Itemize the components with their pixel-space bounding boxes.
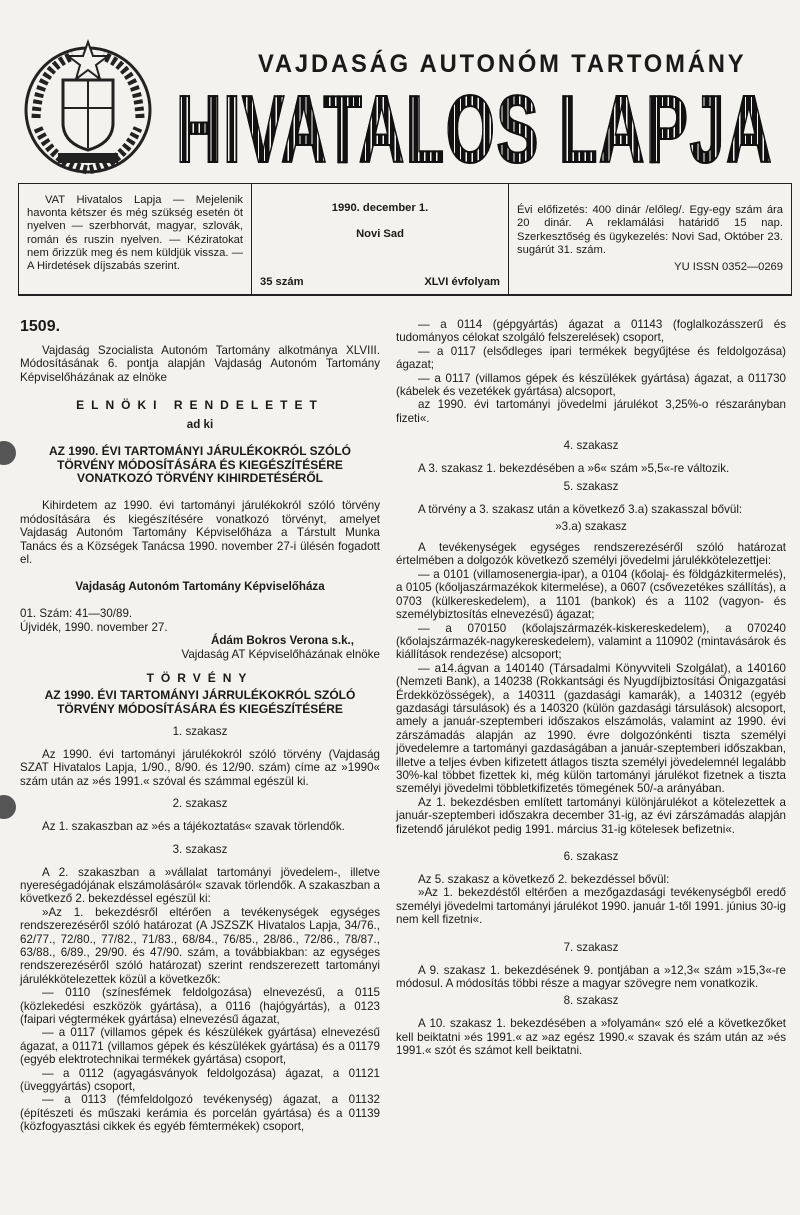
publication-notice: VAT Hivatalos Lapja — Mejelenik havonta kétszer és még szükség esetén öt nyelven — szerbhorvát, magyar, szlovák, román és ruszin nyelven. — Kéziratokat nem őrizzük meg és nem küldjük vissza. — A Hirdetések díjszabás szerint. — [27, 194, 243, 273]
masthead-subtitle: VAJDASÁG AUTONÓM TARTOMÁNY — [258, 50, 747, 78]
section-3-paragraph: »Az 1. bekezdésről eltérően a tevékenységek egységes rendszerezéséről szóló határozat (A JSZSZK Hivatalos Lapja, 34/76., 62/77., 72/80., 77/82., 71/83., 68/84., 76/85., 28/86., 72/86., 78/87., 63/88., 6/89., 29/90. és 47/90. szám, a továbbiakban: az egységes rendszerezéséről szóló határozat) szerint rendszerezett tartományi járulékkötelezettek közül a következők: — [20, 905, 380, 986]
subscription-info — [509, 184, 791, 294]
section-3-paragraph: — a 0117 (villamos gépek és készülékek gyártása) elnevezésű ágazat, a 01171 (villamos gépek és készülékek gyártása) és a 01179 (egyéb elektrotechnikai termékek gyártása) csoport, — [20, 1026, 380, 1067]
section-6-paragraph: Az 5. szakasz a következő 2. bekezdéssel bővül: — [418, 873, 670, 886]
list-paragraph: az 1990. évi tartományi jövedelmi járulékot 3,25%-o részarányban fizeti«. — [396, 398, 786, 425]
section-8-text: A 10. szakasz 1. bekezdésében a »folyamán« szó elé a következőket kell beiktatni »és 1991.« az »az egész 1990.« szavak és szám után az »és 1991.« szót és számot kell beiktatni. — [396, 1017, 786, 1058]
law-title: AZ 1990. ÉVI TARTOMÁNYI JÁRRULÉKOKRÓL SZÓLÓ TÖRVÉNY MÓDOSÍTÁSÁRA ÉS KIEGÉSZÍTÉSÉRE — [44, 688, 356, 716]
subscription-text: Évi előfizetés: 400 dinár /előleg/. Egy-egy szám ára 20 dinár. A reklamálási határidő 15 nap. Szerkesztőség és ügykezelés: Novi Sad, Október 23. sugárút 31. szám. — [517, 204, 783, 257]
issue-place: Novi Sad — [356, 228, 404, 240]
masthead-title: HIVATALOS LAPJA — [176, 76, 774, 183]
law-heading: TÖRVÉNY — [146, 671, 254, 686]
issue-number: 35 szám — [260, 276, 304, 288]
decree-issued: ad ki — [186, 418, 214, 432]
list-paragraph: — a 0117 (villamos gépek és készülékek gyártása) ágazat, a 011730 (kábelek és vezetékek gyártása) alcsoport, — [396, 371, 786, 399]
issue-date: 1990. december 1. — [331, 202, 429, 214]
section-6-paragraph: »Az 1. bekezdéstől eltérően a mezőgazdasági tevékenységből eredő személyi jövedelmi tartományi járulékot 1990. január 1-től 1991. június 30-ig nem kell fizetni«. — [396, 886, 786, 927]
section-1-text: Az 1990. évi tartományi járulékokról szóló törvény (Vajdaság SZAT Hivatalos Lapja, 1/90., 8/90. és 12/90. szám) címe az »1990« szám után az »és 1991.« szóval és számmal egészül ki. — [20, 747, 380, 788]
section-5-heading: 5. szakasz — [563, 479, 619, 493]
section-7-heading: 7. szakasz — [563, 940, 619, 954]
left-column — [20, 318, 380, 1134]
section-7-text: A 9. szakasz 1. bekezdésének 9. pontjában a »12,3« szám »15,3«-re módosul. A módosítás többi része a magyar szövegre nem vonatkozik. — [396, 963, 786, 991]
issue-details — [251, 184, 509, 294]
section-1-heading: 1. szakasz — [172, 724, 228, 738]
coat-of-arms-emblem — [18, 38, 158, 178]
section-2-text: Az 1. szakaszban az »és a tájékoztatás« szavak törlendők. — [42, 820, 345, 834]
section-3a-paragraph: A tevékenységek egységes rendszerezéséről szóló határozat értelmében a dolgozók következő személyi jövedelmi járulékkötelezettjei: — [396, 541, 786, 568]
section-3a-heading: »3.a) szakasz — [555, 520, 627, 534]
issue-volume: XLVI évfolyam — [424, 276, 500, 288]
hole-punch-mark — [0, 795, 16, 819]
section-8-heading: 8. szakasz — [563, 994, 619, 1008]
section-3-paragraph: — a 0113 (fémfeldolgozó tevékenység) ágazat, a 01132 (építészeti és műszaki kerámia és porcelán gyártása) és a 01139 (közfogyasztási cikkek és egyéb fémtermékek) csoport, — [20, 1093, 380, 1134]
list-paragraph: — a 0114 (gépgyártás) ágazat a 01143 (foglalkozásszerű és tudományos célokat szolgáló felszerelések) csoport, — [396, 318, 786, 345]
section-5-text: A törvény a 3. szakasz után a következő 3.a) szakasszal bővül: — [418, 502, 743, 516]
section-3-heading: 3. szakasz — [172, 842, 228, 856]
decree-title: AZ 1990. ÉVI TARTOMÁNYI JÁRULÉKOKRÓL SZÓLÓ TÖRVÉNY MÓDOSÍTÁSÁRA ÉS KIEGÉSZÍTÉSÉRE VONATKOZÓ TÖRVÉNY KIHIRDETÉSÉRŐL — [48, 444, 352, 486]
section-3a-paragraph: Az 1. bekezdésben említett tartományi különjárulékot a kötelezettek a január-szeptemberi időszakra december 31-ig, az évi zárszámadás alapján fizetendő járulékot pedig 1991. március 31-ig kötelesek befizetni«. — [396, 795, 786, 836]
act-number: 1509. — [20, 318, 61, 335]
section-2-heading: 2. szakasz — [172, 797, 228, 811]
section-3a-paragraph: — a 0101 (villamosenergia-ipar), a 0104 (kőolaj- és földgázkitermelés), a 0105 (kőoljaszármazékok kitermelése), a 0607 (csővezetékes szállítás), a 0703 (külkereskedelem), a 1101 (bankok) és a 1102 (vagyon- és személybiztosítás elnevezésű) ágazat; — [396, 567, 786, 622]
signer-role: Vajdaság AT Képviselőházának elnöke — [181, 647, 380, 661]
hole-punch-mark — [0, 441, 16, 465]
section-6-heading: 6. szakasz — [563, 850, 619, 863]
section-3-paragraph: — a 0112 (agyagásványok feldolgozása) ágazat, a 01121 (üveggyártás) csoport, — [20, 1066, 380, 1094]
publication-info-box — [18, 183, 792, 296]
decree-heading: ELNÖKI RENDELETET — [76, 398, 324, 413]
reference-number: 01. Szám: 41—30/89. — [20, 607, 133, 621]
proclamation-paragraph: Kihirdetem az 1990. évi tartományi járulékokról szóló törvény módosítására és kiegészítésére vonatkozó törvényt, amelyet Vajdaság Autonóm Tartomány Képviselőháza a Társtult Munka Tanács és a Községek Tanácsa 1990. november 27-i ülésén fogadott el. — [20, 499, 380, 567]
section-4-text: A 3. szakasz 1. bekezdésében a »6« szám »5,5«-re változik. — [418, 462, 730, 476]
section-4-heading: 4. szakasz — [563, 439, 619, 453]
assembly-name: Vajdaság Autonóm Tartomány Képviselőháza — [75, 580, 325, 594]
right-column — [396, 318, 786, 1058]
section-3a-paragraph: — a14.ágvan a 140140 (Társadalmi Könyvviteli Szolgálat), a 140160 (Nemzeti Bank), a 140238 (Rokkantsági és Nyugdíjbiztosítási Önigazgatási Érdekközösségek), a 140311 (gazdasági kamarák), a 140312 (egyéb gazdasági társulások) és a 140320 (külön gazdasági társulások) alcsoport, amely a január-szeptemberi időszakos elszámolás, valamint az 1990. évi zárszámadás alapján az 1990. évre dolgozónkénti tiszta személyi jövedelemre a tartományi gazdaságában a január-szeptemberi időszakban, illetve a teljes évben kifizetett átlagos tiszta személyi jövedelemnél legalább 30%-kal többet fizettek ki, még külön tartományi járulékot fizetnek a tiszta személyi jövedelmi többletkifizetés tömegének 50/-a arányában. — [396, 661, 786, 796]
signer-name: Ádám Bokros Verona s.k., — [210, 634, 354, 648]
section-3-paragraph: — 0110 (színesfémek feldolgozása) elnevezésű, a 0115 (közlekedési eszközök gyártása), a 0116 (hajógyártás), a 0123 (faipari végtermékek gyártása) elnevezésű ágazat, — [20, 986, 380, 1026]
place-date: Újvidék, 1990. november 27. — [20, 620, 168, 634]
section-3a-paragraph: — a 070150 (kőolajszármazék-kiskereskedelem), a 070240 (kőolajszármazék-nagykereskedelem), valamint a 110902 (mintavásárok és kiállítások rendezése) alcsoport; — [396, 621, 786, 662]
intro-paragraph: Vajdaság Szocialista Autonóm Tartomány alkotmánya XLVIII. Módosításának 6. pontja alapján Vajdaság Autonóm Tartomány Képviselőházának az elnöke — [20, 344, 380, 384]
list-paragraph: — a 0117 (elsődleges ipari termékek begyűjtése és feldolgozása) ágazat; — [396, 344, 786, 372]
section-3-paragraph: A 2. szakaszban a »vállalat tartományi jövedelem-, illetve nyereségadójának elszámolásáról« szavak törlendők. A szakaszban a következő 2. bekezdéssel egészül ki: — [20, 865, 380, 906]
issn: YU ISSN 0352—0269 — [674, 260, 783, 273]
